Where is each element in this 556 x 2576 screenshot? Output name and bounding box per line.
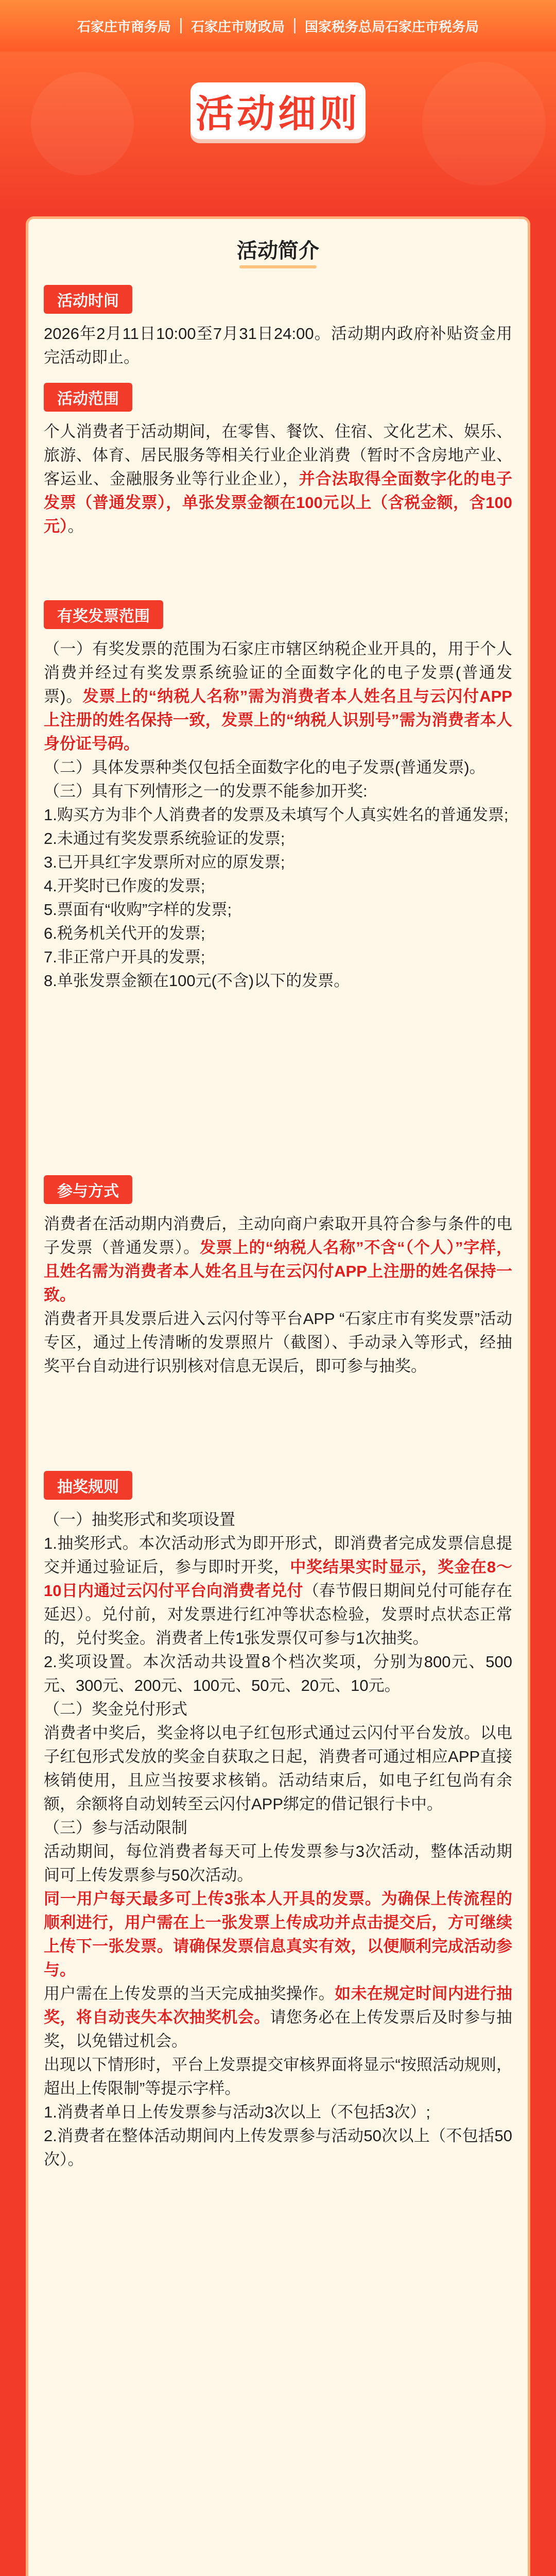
invoice-p1: （一）有奖发票的范围为石家庄市辖区纳税企业开具的，用于个人消费并经过有奖发票系统验证的全面数字化的电子发票(普通发票)。 [44,640,512,705]
rules-r1-a: 1.抽奖形式。本次活动形式为即开形式，即消费者完成发票信息提交并通过验证后，参与即时开奖， [44,1534,512,1576]
org-tax: 国家税务总局石家庄市税务局 [305,19,479,35]
invoice-p3: （三）具有下列情形之一的发票不能参加开奖: [44,782,368,800]
org-finance: 石家庄市财政局 [190,19,285,35]
scope-text-end: 。 [67,517,84,535]
section-tag-rules: 抽奖规则 [44,1471,132,1500]
scope-text-highlight: 并合法取得全面数字化的电子发票（普通发票），单张发票金额在100元以上（含税金额，含100元） [44,470,513,535]
invoice-item: 3.已开具红字发票所对应的原发票; [44,853,285,871]
invoice-item: 5.票面有“收购”字样的发票; [44,901,232,919]
method-text [44,1212,512,1378]
method-p1-highlight: 发票上的“纳税人名称”不含“（个人）”字样，且姓名需为消费者本人姓名且与在云闪付APP上注册的姓名保持一致。 [44,1239,513,1304]
rules-r3-g: 1.消费者单日上传发票参与活动3次以上（不包括3次）; [44,2103,430,2121]
decoration [422,62,546,185]
title-underline [239,265,317,268]
invoice-item: 1.购买方为非个人消费者的发票及未填写个人真实姓名的普通发票; [44,806,509,824]
rules-card [26,216,530,2576]
invoice-p1-highlight: 发票上的“纳税人名称”需为消费者本人姓名且与云闪付APP上注册的姓名保持一致，发票上的“纳税人识别号”需为消费者本人身份证号码。 [44,687,512,753]
rules-subtitle: （三）参与活动限制 [44,1819,187,1837]
section-tag-scope: 活动范围 [44,383,132,412]
invoice-p2: （二）具体发票种类仅包括全面数字化的电子发票(普通发票)。 [44,758,485,776]
section-tag-method: 参与方式 [44,1175,132,1204]
rules-subtitle: （二）奖金兑付形式 [44,1700,187,1718]
rules-r3-a: 活动期间，每位消费者每天可上传发票参与3次活动，整体活动期间可上传发票参与50次活动。 [44,1842,512,1884]
scope-text-a: 个人消费者于活动期间，在零售、餐饮、住宿、文化艺术、娱乐、旅游、体育、居民服务等相关行业企业消费（暂时不含房地产业、客运业、金融服务业等行业企业）， [44,422,512,488]
scope-text [44,420,512,538]
time-text [44,322,512,369]
rules-subtitle: （一）抽奖形式和奖项设置 [44,1511,235,1529]
header-bar [0,0,556,52]
invoice-item: 6.税务机关代开的发票; [44,924,205,942]
rules-r3-highlight: 同一用户每天最多可上传3张本人开具的发票。为确保上传流程的顺利进行，用户需在上一张发票上传成功并点击提交后，方可继续上传下一张发票。请确保发票信息真实有效，以便顺利完成活动参与。 [44,1890,512,1979]
time-paragraph: 2026年2月11日10:00至7月31日24:00。活动期内政府补贴资金用完活动即止。 [44,325,512,366]
intro-title: 活动简介 [237,240,319,262]
rules-r1-d: 2.奖项设置。本次活动共设置8个档次奖项，分别为800元、500元、300元、200元、100元、50元、20元、10元。 [44,1653,512,1694]
rules-r3-c: 用户需在上传发票的当天完成抽奖操作。 [44,1985,335,2003]
invoice-item: 2.未通过有奖发票系统验证的发票; [44,829,285,848]
rules-text [44,1508,512,2172]
section-tag-time: 活动时间 [44,285,132,314]
rules-r3-d-highlight: 如未在规定时间内进行抽奖，将自动丧失本次抽奖机会。 [44,1985,513,2026]
org-commerce: 石家庄市商务局 [77,19,171,35]
method-p1: 消费者在活动期内消费后，主动向商户索取开具符合参与条件的电子发票（普通发票）。 [44,1215,512,1257]
banner-title: 活动细则 [196,92,360,135]
invoice-item: 7.非正常户开具的发票; [44,948,205,966]
decoration [31,72,134,175]
rules-r3-h: 2.消费者在整体活动期间内上传发票参与活动50次以上（不包括50次）。 [44,2127,512,2168]
invoice-item: 4.开奖时已作废的发票; [44,877,205,895]
rules-r3-f: 出现以下情形时，平台上发票提交审核界面将显示“按照活动规则，超出上传限制”等提示字样。 [44,2056,512,2097]
method-p2: 消费者开具发票后进入云闪付等平台APP “石家庄市有奖发票”活动专区，通过上传清晰的发票照片（截图）、手动录入等形式，经抽奖平台自动进行识别核对信息无误后，即可参与抽奖。 [44,1310,512,1375]
hero-banner [0,52,556,216]
invoice-text [44,637,512,993]
rules-r2-text: 消费者中奖后，奖金将以电子红包形式通过云闪付平台发放。以电子红包形式发放的奖金自获取之日起，消费者可通过相应APP直接核销使用，且应当按要求核销。活动结束后，如电子红包尚有余额，余额将自动划转至云闪付APP绑定的借记银行卡中。 [44,1724,512,1813]
rules-r1-highlight: 中奖结果实时显示，奖金在8～10日内通过云闪付平台向消费者兑付 [44,1558,512,1600]
invoice-item: 8.单张发票金额在100元(不含)以下的发票。 [44,972,350,990]
rules-r1-c: （春节假日期间兑付可能存在延迟）。兑付前，对发票进行红冲等状态检验，发票时点状态正常的，兑付奖金。消费者上传1张发票仅可参与1次抽奖。 [44,1582,513,1647]
section-tag-invoice: 有奖发票范围 [44,600,163,629]
rules-r3-e: 请您务必在上传发票后及时参与抽奖，以免错过机会。 [44,2008,512,2050]
